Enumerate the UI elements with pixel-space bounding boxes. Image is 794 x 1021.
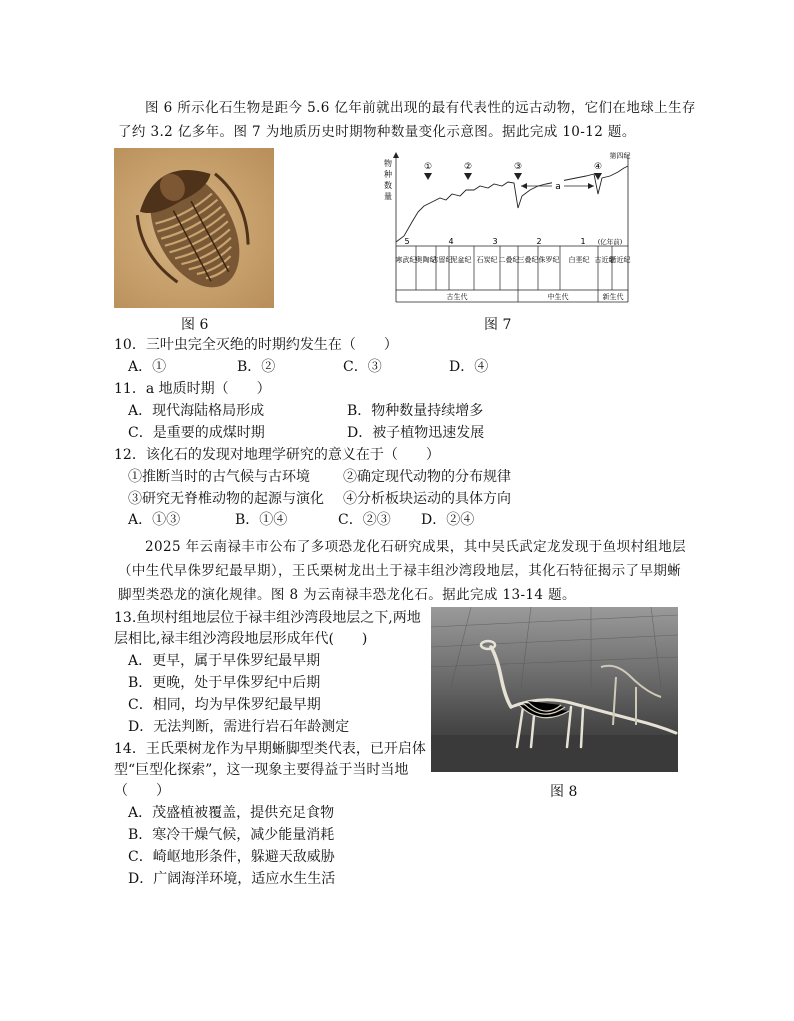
q12-option-d[interactable]: D．②④ <box>421 512 475 528</box>
figure-7-caption: 图 7 <box>484 317 512 333</box>
q13-stem-line-1: 13.鱼坝村组地层位于禄丰组沙湾段地层之下,两地 <box>114 610 421 626</box>
figure-6-caption: 图 6 <box>181 317 209 333</box>
tick-2: 2 <box>536 237 542 246</box>
q13-option-a[interactable]: A．更早，属于早侏罗纪最早期 <box>128 653 321 669</box>
q14-stem-line-2: 型“巨型化探索”，这一现象主要得益于当时当地 <box>114 762 409 778</box>
q12-item-1: ①推断当时的古气候与古环境 <box>128 469 310 485</box>
q10-option-b[interactable]: B．② <box>237 359 276 375</box>
y-label-2: 种 <box>384 170 392 179</box>
intro2-line-2: （中生代早侏罗纪最早期），王氏栗树龙出土于禄丰组沙湾段地层，其化石特征揭示了早期蜥 <box>118 563 682 579</box>
period-neogene: 新近纪 <box>609 256 631 264</box>
q12-option-c[interactable]: C．②③ <box>338 512 391 528</box>
q12-item-4: ④分析板块运动的具体方向 <box>343 491 511 507</box>
period-cretaceous: 白垩纪 <box>568 256 590 264</box>
period-cambrian: 寒武纪 <box>395 256 417 264</box>
q12-item-3: ③研究无脊椎动物的起源与演化 <box>128 491 324 507</box>
marker-1: ① <box>423 162 433 172</box>
y-axis-arrow <box>393 152 399 158</box>
q11-option-b[interactable]: B．物种数量持续增多 <box>347 403 484 419</box>
dinosaur-fossil-photo <box>431 607 678 772</box>
q11-option-d[interactable]: D．被子植物迅速发展 <box>347 425 485 441</box>
tick-4: 4 <box>448 237 454 246</box>
figure-8-caption: 图 8 <box>550 784 578 800</box>
marker-3-triangle <box>514 173 522 180</box>
q13-option-d[interactable]: D．无法判断，需进行岩石年龄测定 <box>128 719 350 735</box>
intro2-line-3: 脚型类恐龙的演化规律。图 8 为云南禄丰恐龙化石。据此完成 13-14 题。 <box>118 587 576 603</box>
q10-stem: 10．三叶虫完全灭绝的时期约发生在（ ） <box>114 337 398 353</box>
intro2-line-1: 2025 年云南禄丰市公布了多项恐龙化石研究成果，其中吴氏武定龙发现于鱼坝村组地层 <box>145 539 687 555</box>
intro-line-1: 图 6 所示化石生物是距今 5.6 亿年前就出现的最有代表性的远古动物，它们在地球上生存 <box>145 100 696 116</box>
y-label-3: 数 <box>384 181 392 190</box>
q10-option-d[interactable]: D．④ <box>449 359 489 375</box>
q14-option-a[interactable]: A．茂盛植被覆盖，提供充足食物 <box>128 805 335 821</box>
period-jurassic: 侏罗纪 <box>538 256 560 264</box>
marker-4: ④ <box>593 162 603 172</box>
era-cenozoic: 新生代 <box>602 293 624 301</box>
intro-line-2: 了约 3.2 亿多年。图 7 为地质历史时期物种数量变化示意图。据此完成 10-12 题。 <box>118 124 636 140</box>
tick-1: 1 <box>580 237 586 246</box>
q13-option-c[interactable]: C．相同，均为早侏罗纪最早期 <box>128 697 321 713</box>
marker-2-triangle <box>464 173 472 180</box>
species-curve <box>396 166 628 242</box>
era-mesozoic: 中生代 <box>547 293 569 301</box>
trilobite-fossil-image <box>114 148 274 308</box>
q14-option-d[interactable]: D．广阔海洋环境，适应水生生活 <box>128 871 336 887</box>
q12-item-2: ②确定现代动物的分布规律 <box>343 469 511 485</box>
y-label-1: 物 <box>384 159 392 168</box>
a-label: a <box>555 182 561 192</box>
period-triassic: 三叠纪 <box>517 256 539 264</box>
tick-3: 3 <box>492 237 498 246</box>
q12-option-a[interactable]: A．①③ <box>128 512 181 528</box>
period-carboniferous: 石炭纪 <box>476 256 498 264</box>
q14-stem-line-3: （ ） <box>114 783 170 799</box>
period-permian: 二叠纪 <box>498 256 520 264</box>
q10-option-a[interactable]: A．① <box>128 359 167 375</box>
period-paleogene: 古近纪 <box>594 256 616 264</box>
trilobite-drawing <box>114 148 274 308</box>
q11-option-a[interactable]: A．现代海陆格局形成 <box>128 403 265 419</box>
q12-stem: 12．该化石的发现对地理学研究的意义在于（ ） <box>114 447 440 463</box>
y-label-4: 量 <box>384 192 392 201</box>
q13-option-b[interactable]: B．更晚，处于早侏罗纪中后期 <box>128 675 321 691</box>
marker-3: ③ <box>513 162 523 172</box>
tick-5: 5 <box>404 237 410 246</box>
era-paleozoic: 古生代 <box>446 293 468 301</box>
q10-option-c[interactable]: C．③ <box>343 359 382 375</box>
period-silurian: 志留纪 <box>431 256 453 264</box>
q14-option-c[interactable]: C．崎岖地形条件，躲避天敌威胁 <box>128 849 335 865</box>
period-devonian: 泥盆纪 <box>450 256 472 264</box>
q14-stem-line-1: 14．王氏栗树龙作为早期蜥脚型类代表，已开启体 <box>114 741 426 757</box>
time-unit: (亿年前) <box>597 238 623 246</box>
marker-2: ② <box>463 162 473 172</box>
q12-option-b[interactable]: B．①④ <box>235 512 288 528</box>
q11-stem: 11．a 地质时期（ ） <box>114 381 271 397</box>
dinosaur-skeleton-drawing <box>431 607 678 772</box>
period-ordovician: 奥陶纪 <box>415 256 437 264</box>
marker-1-triangle <box>424 173 432 180</box>
period-quaternary: 第四纪 <box>609 152 631 160</box>
q13-stem-line-2: 层相比,禄丰组沙湾段地层形成年代( ) <box>114 631 368 647</box>
q11-option-c[interactable]: C．是重要的成煤时期 <box>128 425 265 441</box>
species-count-diagram <box>376 150 632 310</box>
q14-option-b[interactable]: B．寒冷干燥气候，减少能量消耗 <box>128 827 335 843</box>
